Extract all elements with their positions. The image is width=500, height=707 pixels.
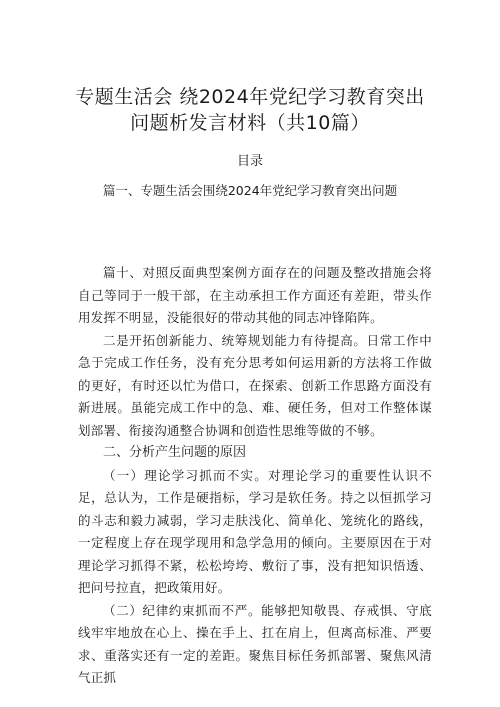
paragraph-2: 二是开拓创新能力、统筹规划能力有待提高。日常工作中急于完成工作任务，没有充分思考如何运用新的方法将工作做的更好，有时还以忙为借口，在探索、创新工作思路方面没有新进展。虽能完成工作中的急、难、硬任务，但对工作整体谋划部署、衔接沟通整合协调和创造性思维等做的不够。 (78, 332, 432, 438)
paragraph-1 (78, 262, 432, 330)
document-title-line1: 专题生活会 绕2024年党纪学习教育突出 (75, 86, 425, 108)
paragraph-1-text: 会将自己等同于一般干部，在主动承担工作方面还有差距，带头作用发挥不明显，没能很好的带动其他的同志冲锋陷阵。 (78, 265, 432, 325)
toc-heading: 目录 (236, 154, 263, 169)
section-ten-heading: 篇十、对照反面典型案例方面存在的问题及整改措施 (103, 265, 407, 280)
document-title-line2: 问题析发言材料（共10篇） (130, 112, 370, 134)
document-body (78, 262, 432, 690)
toc-item: 篇一、专题生活会围绕2024年党纪学习教育突出问题 (102, 183, 398, 198)
section-heading: 二、分析产生问题的原因 (103, 445, 247, 460)
paragraph-3: （一）理论学习抓而不实。对理论学习的重要性认识不足，总认为，工作是硬指标，学习是软任务。持之以恒抓学习的斗志和毅力减弱，学习走肤浅化、简单化、笼统化的路线，一定程度上存在现学现用和急学急用的倾向。主要原因在于对理论学习抓得不紧，松松垮垮、敷衍了事，没有把知识悟透、把问号拉直，把政策用好。 (78, 467, 432, 595)
paragraph-4: （二）纪律约束抓而不严。能够把知敬畏、存戒惧、守底线牢牢地放在心上、操在手上、扛在肩上，但离高标准、严要求、重落实还有一定的差距。聚焦目标任务抓部署、聚焦风清气正抓 (78, 602, 432, 685)
